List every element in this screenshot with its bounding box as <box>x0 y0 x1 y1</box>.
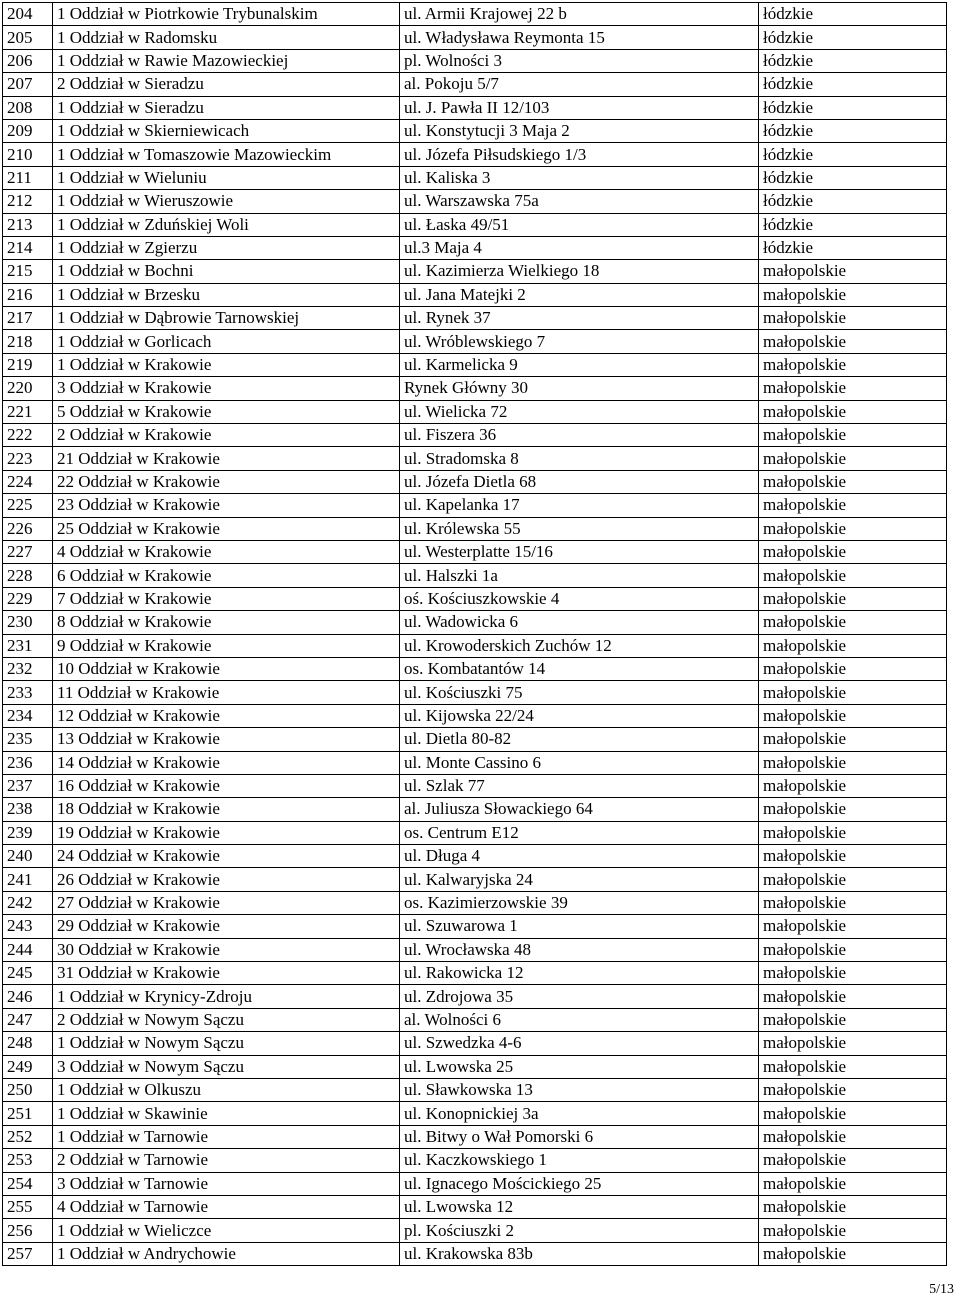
table-row <box>3 564 947 587</box>
cell-branch-name: 3 Oddział w Nowym Sączu <box>53 1055 400 1078</box>
cell-number: 212 <box>3 190 53 213</box>
cell-branch-name: 1 Oddział w Olkuszu <box>53 1078 400 1101</box>
cell-address: ul. Armii Krajowej 22 b <box>400 3 759 26</box>
cell-region: małopolskie <box>759 260 947 283</box>
cell-branch-name: 13 Oddział w Krakowie <box>53 728 400 751</box>
cell-number: 213 <box>3 213 53 236</box>
table-row <box>3 634 947 657</box>
cell-branch-name: 1 Oddział w Tomaszowie Mazowieckim <box>53 143 400 166</box>
cell-region: małopolskie <box>759 470 947 493</box>
cell-number: 242 <box>3 891 53 914</box>
table-row <box>3 307 947 330</box>
cell-region: małopolskie <box>759 798 947 821</box>
table-row <box>3 166 947 189</box>
cell-address: ul. Kościuszki 75 <box>400 681 759 704</box>
cell-address: ul. Józefa Piłsudskiego 1/3 <box>400 143 759 166</box>
table-row <box>3 704 947 727</box>
table-row <box>3 1125 947 1148</box>
table-row <box>3 962 947 985</box>
cell-branch-name: 2 Oddział w Tarnowie <box>53 1149 400 1172</box>
cell-region: małopolskie <box>759 681 947 704</box>
cell-region: małopolskie <box>759 868 947 891</box>
cell-branch-name: 1 Oddział w Andrychowie <box>53 1242 400 1265</box>
cell-address: al. Wolności 6 <box>400 1008 759 1031</box>
table-row <box>3 1172 947 1195</box>
cell-number: 216 <box>3 283 53 306</box>
cell-region: małopolskie <box>759 962 947 985</box>
cell-branch-name: 1 Oddział w Sieradzu <box>53 96 400 119</box>
cell-address: ul. Kazimierza Wielkiego 18 <box>400 260 759 283</box>
cell-number: 243 <box>3 915 53 938</box>
cell-region: małopolskie <box>759 611 947 634</box>
cell-branch-name: 6 Oddział w Krakowie <box>53 564 400 587</box>
cell-branch-name: 1 Oddział w Rawie Mazowieckiej <box>53 49 400 72</box>
cell-branch-name: 31 Oddział w Krakowie <box>53 962 400 985</box>
table-row <box>3 985 947 1008</box>
cell-branch-name: 29 Oddział w Krakowie <box>53 915 400 938</box>
cell-number: 256 <box>3 1219 53 1242</box>
cell-number: 220 <box>3 377 53 400</box>
cell-number: 236 <box>3 751 53 774</box>
cell-address: ul. Jana Matejki 2 <box>400 283 759 306</box>
table-row <box>3 681 947 704</box>
cell-branch-name: 2 Oddział w Nowym Sączu <box>53 1008 400 1031</box>
cell-region: małopolskie <box>759 540 947 563</box>
cell-region: małopolskie <box>759 1078 947 1101</box>
cell-number: 225 <box>3 494 53 517</box>
table-row <box>3 1078 947 1101</box>
cell-number: 228 <box>3 564 53 587</box>
cell-number: 219 <box>3 353 53 376</box>
cell-address: pl. Wolności 3 <box>400 49 759 72</box>
cell-number: 247 <box>3 1008 53 1031</box>
table-row <box>3 1032 947 1055</box>
cell-branch-name: 25 Oddział w Krakowie <box>53 517 400 540</box>
cell-branch-name: 1 Oddział w Krynicy-Zdroju <box>53 985 400 1008</box>
cell-region: łódzkie <box>759 49 947 72</box>
cell-region: łódzkie <box>759 236 947 259</box>
cell-branch-name: 2 Oddział w Sieradzu <box>53 73 400 96</box>
cell-address: ul. Karmelicka 9 <box>400 353 759 376</box>
cell-address: ul. Wielicka 72 <box>400 400 759 423</box>
cell-region: łódzkie <box>759 143 947 166</box>
cell-number: 208 <box>3 96 53 119</box>
cell-number: 231 <box>3 634 53 657</box>
table-row <box>3 190 947 213</box>
cell-address: os. Centrum E12 <box>400 821 759 844</box>
cell-address: pl. Kościuszki 2 <box>400 1219 759 1242</box>
cell-branch-name: 1 Oddział w Tarnowie <box>53 1125 400 1148</box>
cell-number: 249 <box>3 1055 53 1078</box>
cell-address: ul. Wadowicka 6 <box>400 611 759 634</box>
cell-number: 251 <box>3 1102 53 1125</box>
table-row <box>3 26 947 49</box>
table-row <box>3 774 947 797</box>
table-body <box>3 3 947 1266</box>
cell-number: 221 <box>3 400 53 423</box>
cell-region: łódzkie <box>759 119 947 142</box>
table-row <box>3 353 947 376</box>
cell-address: ul. Szwedzka 4-6 <box>400 1032 759 1055</box>
cell-number: 255 <box>3 1195 53 1218</box>
cell-address: ul. Rakowicka 12 <box>400 962 759 985</box>
cell-branch-name: 4 Oddział w Tarnowie <box>53 1195 400 1218</box>
table-row <box>3 517 947 540</box>
cell-region: małopolskie <box>759 845 947 868</box>
cell-address: ul. Kaliska 3 <box>400 166 759 189</box>
cell-number: 233 <box>3 681 53 704</box>
cell-region: małopolskie <box>759 353 947 376</box>
branch-table <box>2 2 947 1266</box>
cell-address: ul. Westerplatte 15/16 <box>400 540 759 563</box>
table-row <box>3 587 947 610</box>
cell-branch-name: 23 Oddział w Krakowie <box>53 494 400 517</box>
cell-branch-name: 16 Oddział w Krakowie <box>53 774 400 797</box>
cell-number: 230 <box>3 611 53 634</box>
cell-region: małopolskie <box>759 1172 947 1195</box>
cell-branch-name: 8 Oddział w Krakowie <box>53 611 400 634</box>
table-row <box>3 915 947 938</box>
cell-address: Rynek Główny 30 <box>400 377 759 400</box>
cell-branch-name: 21 Oddział w Krakowie <box>53 447 400 470</box>
cell-number: 238 <box>3 798 53 821</box>
cell-address: ul. Wróblewskiego 7 <box>400 330 759 353</box>
cell-number: 250 <box>3 1078 53 1101</box>
cell-number: 207 <box>3 73 53 96</box>
cell-address: ul. Dietla 80-82 <box>400 728 759 751</box>
cell-region: małopolskie <box>759 704 947 727</box>
cell-region: małopolskie <box>759 1242 947 1265</box>
cell-region: małopolskie <box>759 377 947 400</box>
cell-branch-name: 19 Oddział w Krakowie <box>53 821 400 844</box>
table-row <box>3 96 947 119</box>
cell-branch-name: 1 Oddział w Piotrkowie Trybunalskim <box>53 3 400 26</box>
cell-number: 214 <box>3 236 53 259</box>
cell-number: 229 <box>3 587 53 610</box>
cell-number: 204 <box>3 3 53 26</box>
table-row <box>3 1008 947 1031</box>
cell-number: 241 <box>3 868 53 891</box>
cell-branch-name: 30 Oddział w Krakowie <box>53 938 400 961</box>
table-row <box>3 798 947 821</box>
cell-number: 235 <box>3 728 53 751</box>
cell-address: ul. Fiszera 36 <box>400 424 759 447</box>
cell-branch-name: 1 Oddział w Dąbrowie Tarnowskiej <box>53 307 400 330</box>
cell-branch-name: 1 Oddział w Wieliczce <box>53 1219 400 1242</box>
cell-region: małopolskie <box>759 774 947 797</box>
cell-region: łódzkie <box>759 26 947 49</box>
table-row <box>3 821 947 844</box>
table-row <box>3 143 947 166</box>
page-number: 5/13 <box>929 1282 954 1297</box>
cell-number: 211 <box>3 166 53 189</box>
cell-number: 215 <box>3 260 53 283</box>
cell-address: ul. J. Pawła II 12/103 <box>400 96 759 119</box>
cell-region: małopolskie <box>759 1149 947 1172</box>
cell-branch-name: 1 Oddział w Bochni <box>53 260 400 283</box>
cell-number: 244 <box>3 938 53 961</box>
cell-region: małopolskie <box>759 447 947 470</box>
table-row <box>3 377 947 400</box>
table-row <box>3 470 947 493</box>
cell-address: al. Pokoju 5/7 <box>400 73 759 96</box>
cell-branch-name: 1 Oddział w Radomsku <box>53 26 400 49</box>
table-row <box>3 494 947 517</box>
cell-address: ul. Stradomska 8 <box>400 447 759 470</box>
table-row <box>3 400 947 423</box>
table-row <box>3 49 947 72</box>
table-row <box>3 119 947 142</box>
cell-address: ul. Sławkowska 13 <box>400 1078 759 1101</box>
cell-branch-name: 1 Oddział w Zgierzu <box>53 236 400 259</box>
cell-branch-name: 5 Oddział w Krakowie <box>53 400 400 423</box>
cell-number: 239 <box>3 821 53 844</box>
cell-region: małopolskie <box>759 891 947 914</box>
cell-address: ul.3 Maja 4 <box>400 236 759 259</box>
cell-region: małopolskie <box>759 751 947 774</box>
cell-region: małopolskie <box>759 330 947 353</box>
table-row <box>3 868 947 891</box>
cell-region: małopolskie <box>759 634 947 657</box>
cell-address: ul. Lwowska 25 <box>400 1055 759 1078</box>
cell-address: ul. Józefa Dietla 68 <box>400 470 759 493</box>
cell-number: 223 <box>3 447 53 470</box>
cell-region: łódzkie <box>759 166 947 189</box>
cell-region: małopolskie <box>759 1008 947 1031</box>
cell-address: ul. Warszawska 75a <box>400 190 759 213</box>
cell-branch-name: 1 Oddział w Wieluniu <box>53 166 400 189</box>
cell-address: ul. Lwowska 12 <box>400 1195 759 1218</box>
cell-branch-name: 4 Oddział w Krakowie <box>53 540 400 563</box>
cell-region: małopolskie <box>759 517 947 540</box>
cell-address: ul. Kaczkowskiego 1 <box>400 1149 759 1172</box>
cell-region: małopolskie <box>759 938 947 961</box>
cell-address: ul. Ignacego Mościckiego 25 <box>400 1172 759 1195</box>
cell-address: ul. Wrocławska 48 <box>400 938 759 961</box>
cell-region: małopolskie <box>759 400 947 423</box>
cell-region: małopolskie <box>759 1032 947 1055</box>
cell-number: 245 <box>3 962 53 985</box>
cell-region: małopolskie <box>759 915 947 938</box>
cell-branch-name: 1 Oddział w Brzesku <box>53 283 400 306</box>
cell-branch-name: 22 Oddział w Krakowie <box>53 470 400 493</box>
cell-address: ul. Kijowska 22/24 <box>400 704 759 727</box>
cell-number: 237 <box>3 774 53 797</box>
cell-address: oś. Kościuszkowskie 4 <box>400 587 759 610</box>
table-row <box>3 447 947 470</box>
cell-region: małopolskie <box>759 424 947 447</box>
table-row <box>3 891 947 914</box>
cell-branch-name: 27 Oddział w Krakowie <box>53 891 400 914</box>
cell-region: łódzkie <box>759 3 947 26</box>
cell-number: 210 <box>3 143 53 166</box>
cell-number: 232 <box>3 657 53 680</box>
cell-address: al. Juliusza Słowackiego 64 <box>400 798 759 821</box>
cell-number: 227 <box>3 540 53 563</box>
cell-branch-name: 14 Oddział w Krakowie <box>53 751 400 774</box>
cell-number: 240 <box>3 845 53 868</box>
table-row <box>3 751 947 774</box>
table-row <box>3 1055 947 1078</box>
cell-region: łódzkie <box>759 190 947 213</box>
cell-address: ul. Bitwy o Wał Pomorski 6 <box>400 1125 759 1148</box>
table-row <box>3 1102 947 1125</box>
cell-region: małopolskie <box>759 1125 947 1148</box>
cell-branch-name: 1 Oddział w Gorlicach <box>53 330 400 353</box>
cell-region: małopolskie <box>759 307 947 330</box>
cell-address: ul. Halszki 1a <box>400 564 759 587</box>
cell-address: ul. Konstytucji 3 Maja 2 <box>400 119 759 142</box>
cell-number: 248 <box>3 1032 53 1055</box>
cell-address: ul. Kalwaryjska 24 <box>400 868 759 891</box>
cell-region: małopolskie <box>759 283 947 306</box>
cell-number: 217 <box>3 307 53 330</box>
cell-address: ul. Królewska 55 <box>400 517 759 540</box>
cell-branch-name: 26 Oddział w Krakowie <box>53 868 400 891</box>
cell-number: 246 <box>3 985 53 1008</box>
cell-address: ul. Długa 4 <box>400 845 759 868</box>
cell-region: małopolskie <box>759 1102 947 1125</box>
cell-number: 218 <box>3 330 53 353</box>
cell-number: 257 <box>3 1242 53 1265</box>
table-row <box>3 1149 947 1172</box>
cell-branch-name: 18 Oddział w Krakowie <box>53 798 400 821</box>
cell-number: 209 <box>3 119 53 142</box>
cell-region: małopolskie <box>759 985 947 1008</box>
cell-number: 222 <box>3 424 53 447</box>
table-row <box>3 73 947 96</box>
cell-address: ul. Kapelanka 17 <box>400 494 759 517</box>
cell-number: 226 <box>3 517 53 540</box>
table-row <box>3 1242 947 1265</box>
cell-branch-name: 1 Oddział w Skierniewicach <box>53 119 400 142</box>
cell-branch-name: 1 Oddział w Krakowie <box>53 353 400 376</box>
cell-number: 205 <box>3 26 53 49</box>
cell-branch-name: 2 Oddział w Krakowie <box>53 424 400 447</box>
table-row <box>3 938 947 961</box>
cell-region: małopolskie <box>759 1219 947 1242</box>
table-row <box>3 3 947 26</box>
cell-address: ul. Krakowska 83b <box>400 1242 759 1265</box>
cell-branch-name: 3 Oddział w Krakowie <box>53 377 400 400</box>
cell-region: łódzkie <box>759 96 947 119</box>
cell-address: ul. Monte Cassino 6 <box>400 751 759 774</box>
cell-region: łódzkie <box>759 213 947 236</box>
cell-region: małopolskie <box>759 564 947 587</box>
table-row <box>3 1195 947 1218</box>
cell-address: ul. Łaska 49/51 <box>400 213 759 236</box>
table-row <box>3 283 947 306</box>
cell-address: ul. Szlak 77 <box>400 774 759 797</box>
cell-branch-name: 1 Oddział w Wieruszowie <box>53 190 400 213</box>
table-row <box>3 260 947 283</box>
cell-branch-name: 24 Oddział w Krakowie <box>53 845 400 868</box>
cell-region: małopolskie <box>759 587 947 610</box>
cell-region: małopolskie <box>759 657 947 680</box>
cell-address: os. Kazimierzowskie 39 <box>400 891 759 914</box>
cell-branch-name: 10 Oddział w Krakowie <box>53 657 400 680</box>
cell-region: małopolskie <box>759 1195 947 1218</box>
cell-address: ul. Szuwarowa 1 <box>400 915 759 938</box>
table-row <box>3 236 947 259</box>
cell-region: małopolskie <box>759 1055 947 1078</box>
cell-branch-name: 3 Oddział w Tarnowie <box>53 1172 400 1195</box>
table-row <box>3 728 947 751</box>
cell-branch-name: 1 Oddział w Nowym Sączu <box>53 1032 400 1055</box>
table-row <box>3 611 947 634</box>
cell-number: 234 <box>3 704 53 727</box>
table-row <box>3 1219 947 1242</box>
cell-branch-name: 1 Oddział w Zduńskiej Woli <box>53 213 400 236</box>
cell-address: ul. Krowoderskich Zuchów 12 <box>400 634 759 657</box>
cell-address: ul. Konopnickiej 3a <box>400 1102 759 1125</box>
cell-branch-name: 1 Oddział w Skawinie <box>53 1102 400 1125</box>
cell-branch-name: 7 Oddział w Krakowie <box>53 587 400 610</box>
cell-branch-name: 9 Oddział w Krakowie <box>53 634 400 657</box>
cell-number: 254 <box>3 1172 53 1195</box>
cell-address: ul. Władysława Reymonta 15 <box>400 26 759 49</box>
table-row <box>3 540 947 563</box>
cell-region: małopolskie <box>759 728 947 751</box>
cell-number: 252 <box>3 1125 53 1148</box>
table-row <box>3 845 947 868</box>
cell-region: małopolskie <box>759 494 947 517</box>
cell-address: ul. Zdrojowa 35 <box>400 985 759 1008</box>
cell-address: os. Kombatantów 14 <box>400 657 759 680</box>
cell-region: małopolskie <box>759 821 947 844</box>
cell-branch-name: 11 Oddział w Krakowie <box>53 681 400 704</box>
cell-branch-name: 12 Oddział w Krakowie <box>53 704 400 727</box>
cell-address: ul. Rynek 37 <box>400 307 759 330</box>
cell-number: 253 <box>3 1149 53 1172</box>
table-row <box>3 213 947 236</box>
cell-number: 206 <box>3 49 53 72</box>
table-row <box>3 657 947 680</box>
cell-number: 224 <box>3 470 53 493</box>
table-row <box>3 330 947 353</box>
table-row <box>3 424 947 447</box>
cell-region: łódzkie <box>759 73 947 96</box>
